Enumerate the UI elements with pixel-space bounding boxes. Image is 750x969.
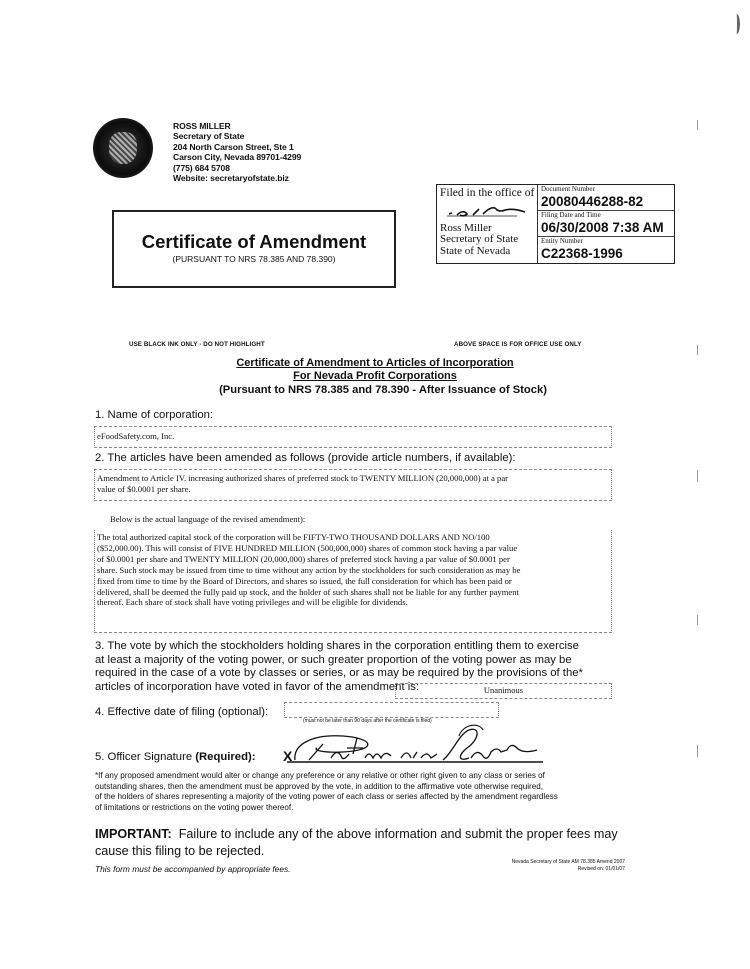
amendment-line: The total authorized capital stock of the corporation will be FIFTY-TWO THOUSAND DOLLARS AND NO/100 (97, 532, 490, 542)
form-id: Nevada Secretary of State AM 78.385 Amend 2007 (511, 859, 625, 865)
revised-date: Revised on: 01/01/07 (577, 866, 625, 872)
important-label: IMPORTANT: (95, 827, 172, 841)
scan-mark (697, 615, 698, 625)
effective-date-note: (must not be later than 90 days after the certificate is filed) (303, 718, 432, 724)
amendment-text-field[interactable] (94, 530, 612, 633)
amendment-line: share. Such stock may be issued from time to time without any action by the stockholders for such consideration as may be (97, 564, 521, 575)
form-footer-id (430, 859, 625, 873)
address-line2: Carson City, Nevada 89701-4299 (173, 152, 302, 163)
address-line1: 204 North Carson Street, Ste 1 (173, 141, 294, 152)
scan-mark (697, 345, 698, 355)
filing-date: 06/30/2008 7:38 AM (541, 220, 664, 235)
footnote-line: outstanding shares, then the amendment must be approved by the vote, in addition to the affirmative vote otherwise required, (95, 781, 543, 791)
important-text-line2: cause this filing to be rejected. (95, 844, 265, 858)
section3-line: articles of incorporation have voted in favor of the amendment is: (95, 680, 420, 693)
filing-state: State of Nevada (440, 244, 511, 257)
scan-mark (733, 14, 740, 34)
amendment-summary-line2: value of $0.0001 per share. (97, 483, 191, 494)
amendment-line: of $0.0001 per share and TWENTY MILLION (20,000,000) shares of preferred stock having a par value of $0.0001 per (97, 553, 510, 564)
secretary-signature-icon (437, 201, 535, 221)
document-number: 20080446288-82 (541, 194, 644, 209)
entity-number-label: Entity Number (541, 237, 583, 245)
scan-mark (697, 120, 698, 130)
officer-signature-icon[interactable] (283, 722, 553, 772)
state-seal (93, 118, 153, 178)
secretary-address-block (173, 121, 301, 183)
official-name: ROSS MILLER (173, 121, 231, 131)
office-use-notice: ABOVE SPACE IS FOR OFFICE USE ONLY (454, 341, 582, 348)
certificate-title-box (112, 210, 396, 288)
section4-label: 4. Effective date of filing (optional): (95, 706, 269, 718)
scan-mark (697, 470, 698, 482)
certificate-title: Certificate of Amendment (141, 231, 367, 252)
section5-required: (Required): (195, 751, 256, 763)
section5-label-text: 5. Officer Signature (95, 751, 196, 763)
section5-label (95, 751, 256, 763)
corporation-name-value: eFoodSafety.com, Inc. (97, 431, 175, 441)
signature-x-mark: X (283, 748, 293, 764)
important-notice (95, 826, 618, 860)
vote-result-field[interactable] (395, 683, 612, 699)
important-text-line1: Failure to include any of the above information and submit the proper fees may (171, 827, 618, 841)
corporation-name-field[interactable] (94, 426, 612, 448)
filed-label: Filed in the office of (440, 187, 535, 199)
filing-date-label: Filing Date and Time (541, 211, 601, 219)
vote-result-value: Unanimous (483, 685, 524, 695)
filing-official-title: Secretary of State (440, 233, 519, 245)
amendment-summary-field[interactable] (94, 469, 612, 501)
phone: (775) 684 5708 (173, 162, 230, 173)
filing-official-name: Ross Miller (440, 221, 492, 234)
website: Website: secretaryofstate.biz (173, 173, 289, 184)
form-heading-line2: For Nevada Profit Corporations (293, 370, 457, 382)
amendment-line: delivered, shall be deemed the fully paid up stock, and the holder of such shares shall not be liable for any further payment (97, 586, 519, 597)
footnote (95, 771, 655, 813)
form-heading-line1: Certificate of Amendment to Articles of Incorporation (236, 357, 514, 369)
section1-label: 1. Name of corporation: (95, 409, 214, 421)
document-number-label: Document Number (541, 185, 595, 193)
amendment-line: fixed from time to time by the Board of Directors, and shares so issued, the full consideration for which has been paid or (97, 575, 512, 586)
footnote-line: of limitations or restrictions on the voting power thereof. (95, 802, 294, 812)
ink-notice: USE BLACK INK ONLY - DO NOT HIGHLIGHT (129, 341, 265, 348)
amendment-intro: Below is the actual language of the revised amendment): (110, 514, 306, 524)
section2-label: 2. The articles have been amended as follows (provide article numbers, if available): (95, 452, 516, 464)
official-title: Secretary of State (173, 131, 245, 142)
certificate-subtitle: (PURSUANT TO NRS 78.385 AND 78.390) (172, 254, 336, 264)
footnote-line: of the holders of shares representing a majority of the voting power of each class or series affected by the amendment regardless (95, 792, 558, 801)
amendment-summary-line1: Amendment to Article IV. increasing authorized shares of preferred stock to TWENTY MILLION (20,000,000) at a par (97, 473, 509, 483)
effective-date-field[interactable] (284, 702, 499, 718)
section3-line: 3. The vote by which the stockholders holding shares in the corporation entitling them to exercise (95, 640, 579, 652)
filing-stamp-box (436, 184, 675, 264)
scan-mark (697, 745, 698, 757)
amendment-line: thereof. Each share of stock shall have voting privileges and will be eligible for dividends. (97, 597, 408, 608)
amendment-line: ($52,000.00). This will consist of FIVE HUNDRED MILLION (500,000,000) shares of common stock having a par value (97, 542, 518, 553)
footnote-line: *If any proposed amendment would alter or change any preference or any relative or other right given to any class or series of (95, 771, 545, 780)
section3-line: at least a majority of the voting power, or such greater proportion of the voting power as may be (95, 653, 572, 666)
section3-line: required in the case of a vote by classes or series, or as may be required by the provisions of the* (95, 667, 583, 680)
entity-number: C22368-1996 (541, 246, 623, 261)
fees-note: This form must be accompanied by appropriate fees. (95, 864, 291, 874)
form-heading-line3: (Pursuant to NRS 78.385 and 78.390 - After Issuance of Stock) (219, 384, 547, 396)
